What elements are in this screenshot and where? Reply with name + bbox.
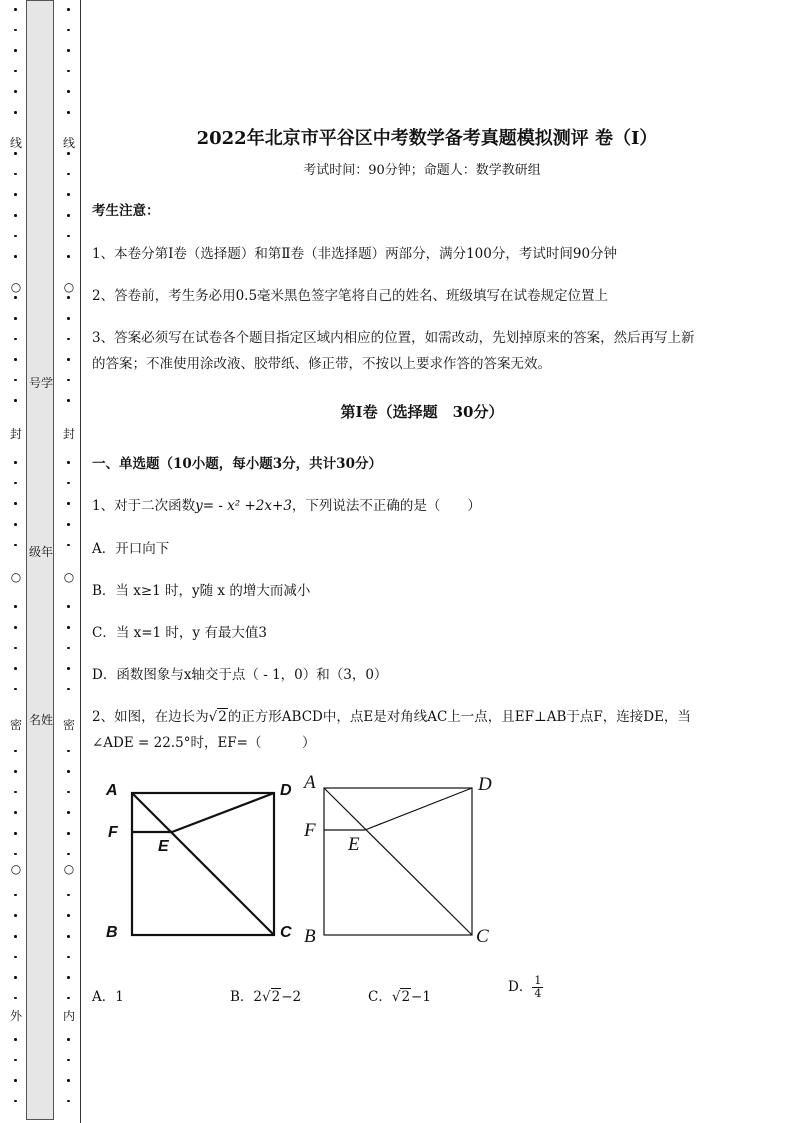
perforation-dot [14, 255, 17, 258]
q1-function: y= - x² +2x+3 [195, 498, 292, 514]
outer-seal-char: ○ [10, 280, 22, 294]
perforation-dot [67, 90, 70, 93]
perforation-dot [67, 193, 70, 196]
grade-label: 级年 [28, 545, 53, 559]
outer-seal-char: 密 [9, 718, 22, 732]
question-1 [92, 494, 481, 514]
notice-item: 3、答案必须写在试卷各个题目指定区域内相应的位置，如需改动，先划掉原来的答案，然后再写上新 [92, 330, 695, 346]
perforation-dot [67, 214, 70, 217]
perforation-dot [14, 358, 17, 361]
perforation-dot [67, 853, 70, 856]
q1-option-a: A．开口向下 [92, 541, 170, 557]
part-title: 一、单选题（10小题，每小题3分，共计30分） [92, 456, 382, 472]
perforation-dot [14, 152, 17, 155]
perforation-dot [67, 1038, 70, 1041]
q2-line1-b: 的正方形ABCD中，点E是对角线AC上一点，且EF⊥AB于点F，连接DE，当 [227, 709, 691, 725]
notice-item-cont: 的答案；不准使用涂改液、胶带纸、修正带，不按以上要求作答的答案无效。 [92, 356, 551, 372]
perforation-dot [14, 894, 17, 897]
perforation-dot [67, 935, 70, 938]
perforation-dot [67, 791, 70, 794]
perforation-dot [14, 8, 17, 11]
perforation-dot [14, 956, 17, 959]
inner-seal-char: 封 [62, 427, 75, 441]
q2-choice-c: C．√2−1 [368, 989, 431, 1005]
perforation-dot [67, 894, 70, 897]
perforation-dot [14, 49, 17, 52]
perforation-dot [14, 914, 17, 917]
fig1-label-d: D [280, 782, 292, 799]
perforation-dot [14, 1059, 17, 1062]
perforation-dot [14, 626, 17, 629]
perforation-dot [14, 111, 17, 114]
name-label: 名姓 [28, 713, 53, 727]
inner-seal-char: 线 [62, 136, 75, 150]
q2-choice-a: A．1 [92, 989, 124, 1005]
perforation-dot [14, 173, 17, 176]
perforation-dot [67, 152, 70, 155]
perforation-dot [67, 647, 70, 650]
figure-square-right [300, 768, 500, 948]
fig1-label-a: A [106, 782, 118, 799]
fig2-label-c: C [476, 926, 489, 947]
fig2-label-a: A [304, 772, 316, 793]
q1-option-b: B．当 x≥1 时，y随 x 的增大而减小 [92, 583, 311, 599]
perforation-dot [14, 502, 17, 505]
fig2-label-f: F [304, 820, 316, 841]
perforation-dot [67, 235, 70, 238]
perforation-dot [67, 8, 70, 11]
perforation-dot [67, 544, 70, 547]
perforation-dot [67, 811, 70, 814]
binding-bar [26, 0, 54, 1120]
perforation-dot [67, 1100, 70, 1103]
q1-option-c: C．当 x=1 时，y 有最大值3 [92, 625, 267, 641]
margin-rule [80, 0, 81, 1123]
perforation-dot [67, 626, 70, 629]
fig1-label-e: E [158, 838, 169, 855]
perforation-dot [14, 853, 17, 856]
q1-stem-pre: 1、对于二次函数 [92, 498, 196, 514]
perforation-dot [14, 1038, 17, 1041]
perforation-dot [14, 791, 17, 794]
inner-dot-column [62, 0, 76, 1123]
fig1-label-c: C [280, 924, 292, 941]
perforation-dot [14, 976, 17, 979]
perforation-dot [14, 544, 17, 547]
q2-sqrt-value: 2 [218, 709, 227, 725]
perforation-dot [67, 1059, 70, 1062]
q1-stem-post: ，下列说法不正确的是（ ） [291, 498, 481, 514]
fig2-label-b: B [304, 926, 316, 947]
section-title: 第Ⅰ卷（选择题 30分） [340, 403, 504, 421]
perforation-dot [14, 317, 17, 320]
perforation-dot [14, 214, 17, 217]
perforation-dot [67, 29, 70, 32]
outer-seal-char: ○ [10, 862, 22, 876]
q1-option-d: D．函数图象与x轴交于点（ - 1，0）和（3，0） [92, 667, 388, 683]
perforation-dot [14, 379, 17, 382]
perforation-dot [67, 379, 70, 382]
perforation-dot [67, 523, 70, 526]
perforation-dot [14, 997, 17, 1000]
perforation-dot [67, 255, 70, 258]
page-title: 2022年北京市平谷区中考数学备考真题模拟测评 卷（Ⅰ） [196, 128, 658, 149]
question-2: 2、如图，在边长为√2的正方形ABCD中，点E是对角线AC上一点，且EF⊥AB于点F，连接DE，当 [92, 709, 691, 725]
perforation-dot [14, 90, 17, 93]
perforation-dot [14, 29, 17, 32]
perforation-dot [67, 482, 70, 485]
perforation-dot [67, 399, 70, 402]
outer-seal-char: ○ [10, 570, 22, 584]
fig1-label-f: F [108, 824, 118, 841]
perforation-dot [14, 523, 17, 526]
perforation-dot [67, 605, 70, 608]
perforation-dot [67, 832, 70, 835]
perforation-dot [67, 296, 70, 299]
perforation-dot [14, 811, 17, 814]
perforation-dot [14, 1100, 17, 1103]
perforation-dot [67, 317, 70, 320]
perforation-dot [14, 770, 17, 773]
inner-seal-char: ○ [63, 570, 75, 584]
perforation-dot [14, 461, 17, 464]
fig1-label-b: B [106, 924, 118, 941]
perforation-dot [67, 338, 70, 341]
perforation-dot [14, 296, 17, 299]
perforation-dot [67, 667, 70, 670]
perforation-dot [14, 647, 17, 650]
perforation-dot [67, 956, 70, 959]
q2-choice-b: B．2√2−2 [230, 989, 302, 1005]
perforation-dot [14, 193, 17, 196]
page-subtitle: 考试时间：90分钟；命题人：数学教研组 [303, 163, 541, 178]
fig2-label-d: D [478, 774, 492, 795]
inner-seal-char: ○ [63, 280, 75, 294]
student-id-label: 号学 [28, 376, 53, 390]
outer-seal-char: 封 [9, 427, 22, 441]
perforation-dot [67, 358, 70, 361]
perforation-dot [14, 338, 17, 341]
figure-square-left [100, 775, 305, 945]
inner-seal-char: 内 [62, 1009, 75, 1023]
perforation-dot [14, 235, 17, 238]
q2-choice-d: D． $\frac{1}{4}$ [508, 974, 542, 1000]
notice-heading: 考生注意： [92, 203, 160, 219]
perforation-dot [67, 173, 70, 176]
notice-item: 2、答卷前，考生务必用0.5毫米黑色签字笔将自己的姓名、班级填写在试卷规定位置上 [92, 288, 609, 304]
perforation-dot [67, 750, 70, 753]
perforation-dot [67, 688, 70, 691]
q2-line2: ∠ADE = 22.5°时，EF=（ ） [92, 735, 316, 751]
q2-line1-a: 2、如图，在边长为 [92, 709, 209, 725]
outer-seal-char: 线 [9, 136, 22, 150]
outer-dot-column [9, 0, 23, 1123]
perforation-dot [67, 997, 70, 1000]
perforation-dot [67, 976, 70, 979]
inner-seal-char: 密 [62, 718, 75, 732]
perforation-dot [67, 111, 70, 114]
perforation-dot [67, 914, 70, 917]
perforation-dot [14, 399, 17, 402]
perforation-dot [14, 605, 17, 608]
notice-item: 1、本卷分第Ⅰ卷（选择题）和第Ⅱ卷（非选择题）两部分，满分100分，考试时间90分钟 [92, 246, 618, 262]
perforation-dot [14, 750, 17, 753]
perforation-dot [67, 70, 70, 73]
perforation-dot [14, 70, 17, 73]
perforation-dot [14, 935, 17, 938]
perforation-dot [14, 1079, 17, 1082]
perforation-dot [67, 1079, 70, 1082]
perforation-dot [14, 667, 17, 670]
perforation-dot [67, 770, 70, 773]
perforation-dot [67, 502, 70, 505]
perforation-dot [67, 49, 70, 52]
inner-seal-char: ○ [63, 862, 75, 876]
perforation-dot [67, 461, 70, 464]
perforation-dot [14, 688, 17, 691]
fig2-label-e: E [348, 834, 360, 855]
perforation-dot [14, 832, 17, 835]
perforation-dot [14, 482, 17, 485]
outer-seal-char: 外 [9, 1009, 22, 1023]
